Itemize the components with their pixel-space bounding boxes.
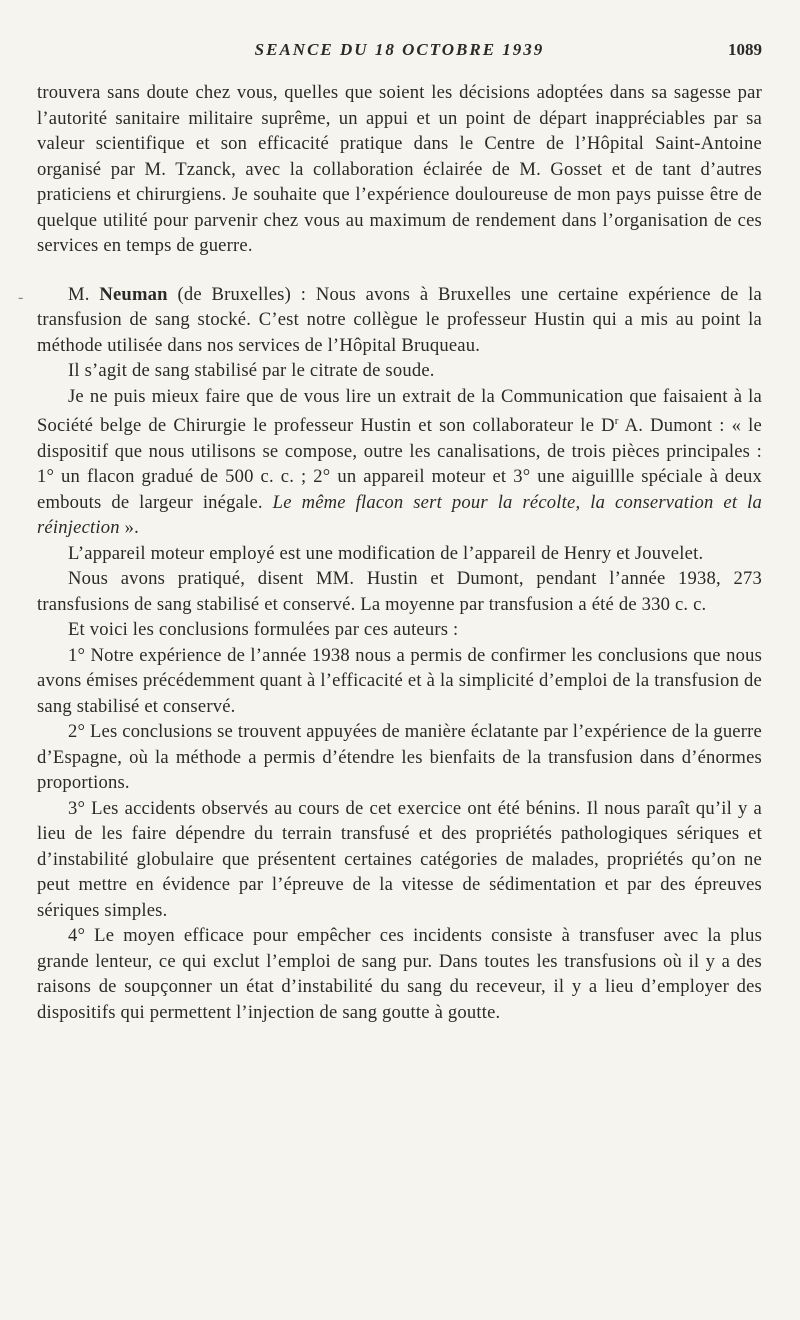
paragraph-conclusion-4: 4° Le moyen efficace pour empêcher ces incidents consiste à transfuser avec la plus grande lenteur, ce qui exclut l’emploi de sang pur. Dans toutes les transfusions où il y a des raisons de soupçonner un état d’instabilité du sang du receveur, il y a lieu d’employer des dispositifs qui permettent l’injection de sang goutte à goutte. xyxy=(37,925,762,1023)
extract-text: Je ne puis mieux faire que de vous lire un extrait de la Communication que faisaient à la Société belge de Chirurgie le professeur Hustin et son collaborateur le D xyxy=(37,385,762,437)
body-text xyxy=(37,80,762,1025)
paragraph-extract xyxy=(37,384,762,541)
page-header xyxy=(37,0,762,80)
doctor-superscript: r xyxy=(614,415,619,427)
paragraph-conclusion-2: 2° Les conclusions se trouvent appuyées de manière éclatante par l’expérience de la guerre d’Espagne, où la méthode a permis d’étendre les bienfaits de la transfusion dans d’énormes proportions. xyxy=(37,721,762,794)
paragraph-neuman xyxy=(37,282,762,359)
paragraph-pratique: Nous avons pratiqué, disent MM. Hustin et Dumont, pendant l’année 1938, 273 transfusions de sang stabilisé et conservé. La moyenne par transfusion a été de 330 c. c. xyxy=(37,568,762,615)
page-number: 1089 xyxy=(728,40,762,59)
paragraph-citrate: Il s’agit de sang stabilisé par le citrate de soude. xyxy=(68,360,435,381)
paragraph-conclusions-intro: Et voici les conclusions formulées par ces auteurs : xyxy=(68,619,459,641)
extract-end: ». xyxy=(119,517,139,539)
paragraph-neuman-text: (de Bruxelles) : Nous avons à Bruxelles une certaine expérience de la transfusion de sang stocké. C’est notre collègue le professeur Hustin qui a mis au point la méthode utilisée dans nos services de l’Hôpital Bruqueau. xyxy=(37,283,763,356)
extract-italic: Le même flacon sert pour la récolte, la conservation et la réinjection xyxy=(37,491,762,539)
speaker-prefix: M. xyxy=(68,283,100,305)
paragraph-conclusion-3: 3° Les accidents observés au cours de cet exercice ont été bénins. Il nous paraît qu’il y a lieu de les faire dépendre du terrain transfusé et des propriétés pathologiques sériques et d’instabilité globulaire que présentent certaines catégories de malades, propriétés qu’on ne peut mettre en évidence par l’épreuve de la vitesse de sédimentation et par des épreuves sériques simples. xyxy=(37,797,762,921)
paragraph-appareil: L’appareil moteur employé est une modification de l’appareil de Henry et Jouvelet. xyxy=(68,542,704,564)
speaker-name: Neuman xyxy=(99,283,168,305)
paragraph-continuation: trouvera sans doute chez vous, quelles que soient les décisions adoptées dans sa sagesse par l’autorité sanitaire militaire suprême, un appui et un point de départ inappréciables par sa valeur scientifique et son efficacité pratique dans le Centre de l’Hôpital Saint-Antoine organisé par M. Tzanck, avec la collaboration éclairée de M. Gosset et de tant d’autres praticiens et chirurgiens. Je souhaite que l’expérience douloureuse de mon pays puisse être de quelque utilité pour parvenir chez vous au maximum de rendement dans l’organisation de ces services en temps de guerre. xyxy=(37,82,762,256)
paragraph-conclusion-1: 1° Notre expérience de l’année 1938 nous a permis de confirmer les conclusions que nous avons émises précédemment quant à l’efficacité et à la simplicité d’emploi de la transfusion de sang stabilisé et conservé. xyxy=(37,644,762,717)
margin-mark: - xyxy=(18,289,24,306)
running-title: SEANCE DU 18 OCTOBRE 1939 xyxy=(254,40,545,59)
extract-text-2: A. Dumont : « le dispositif que nous utilisons se compose, outre les canalisations, de trois pièces principales : 1° un flacon gradué de 500 c. c. ; 2° un appareil moteur et 3° une aiguillle spéciale à deux embouts de largeur inégale. xyxy=(37,415,762,513)
